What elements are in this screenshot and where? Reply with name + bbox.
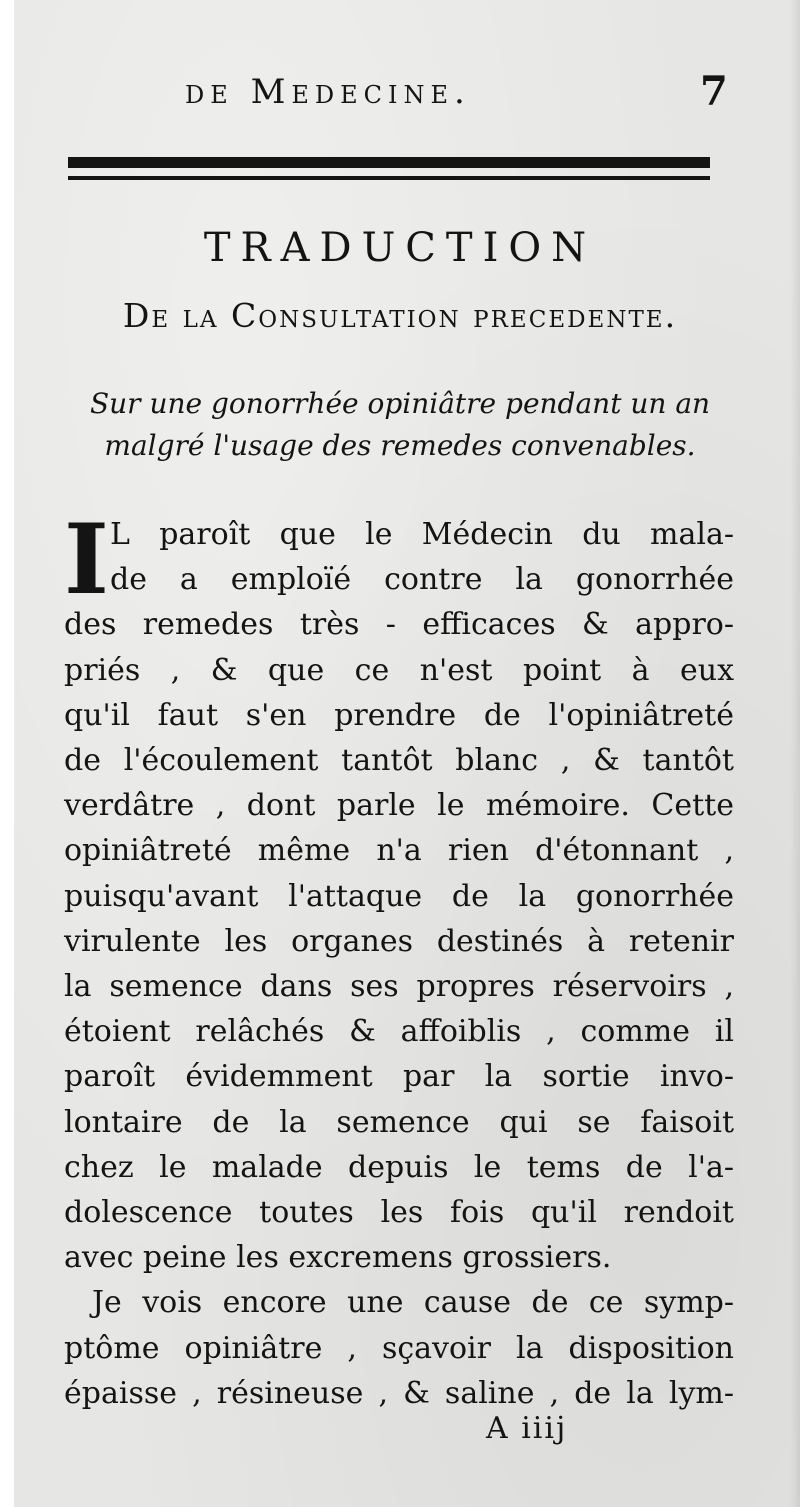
- text-line: paroît évidemment par la sortie invo-: [64, 1059, 734, 1095]
- section-title: TRADUCTION: [203, 225, 597, 271]
- text-line: chez le malade depuis le tems de l'a-: [64, 1149, 734, 1185]
- text-line: dolescence toutes les fois qu'il rendoit: [64, 1195, 734, 1231]
- subject-line-1: Sur une gonorrhée opiniâtre pendant un an: [89, 387, 711, 420]
- text-line: épaisse , résineuse , & saline , de la lym-: [64, 1375, 734, 1411]
- header-rule-thick: [68, 157, 710, 168]
- text-line: lontaire de la semence qui se faisoit: [64, 1104, 734, 1140]
- subject-heading: [60, 383, 740, 467]
- text-line: puisqu'avant l'attaque de la gonorrhée: [64, 878, 734, 914]
- body-text: [64, 503, 734, 1416]
- text-line: L paroît que le Médecin du mala-: [110, 517, 734, 552]
- text-line: la semence dans ses propres réservoirs ,: [64, 969, 734, 1005]
- opening-paragraph: [64, 503, 734, 616]
- section-subtitle: De la Consultation precedente.: [122, 296, 678, 335]
- text-line: verdâtre , dont parle le mémoire. Cette: [64, 788, 734, 824]
- subject-line-2: malgré l'usage des remedes convenables.: [104, 429, 696, 462]
- header-rule-thin: [68, 176, 710, 180]
- signature-mark: A iiij: [486, 1411, 568, 1446]
- text-line: de a emploïé contre la gonorrhée: [110, 562, 734, 598]
- text-line: virulente les organes destinés à retenir: [64, 923, 734, 959]
- text-line: opiniâtreté même n'a rien d'étonnant ,: [64, 833, 734, 869]
- text-line: des remedes très - efficaces & appro-: [64, 607, 734, 643]
- text-line: Je vois encore une cause de ce symp-: [92, 1285, 734, 1321]
- drop-cap: I: [64, 503, 109, 616]
- text-line: avec peine les excremens grossiers.: [64, 1240, 612, 1276]
- text-line: priés , & que ce n'est point à eux: [64, 652, 734, 688]
- text-line: ptôme opiniâtre , sçavoir la disposition: [64, 1330, 734, 1366]
- text-line: qu'il faut s'en prendre de l'opiniâtreté: [64, 697, 734, 733]
- page-number: 7: [700, 68, 728, 115]
- text-line: de l'écoulement tantôt blanc , & tantôt: [64, 743, 734, 779]
- running-head: de Medecine.: [185, 72, 471, 112]
- text-line: étoient relâchés & affoiblis , comme il: [64, 1014, 734, 1050]
